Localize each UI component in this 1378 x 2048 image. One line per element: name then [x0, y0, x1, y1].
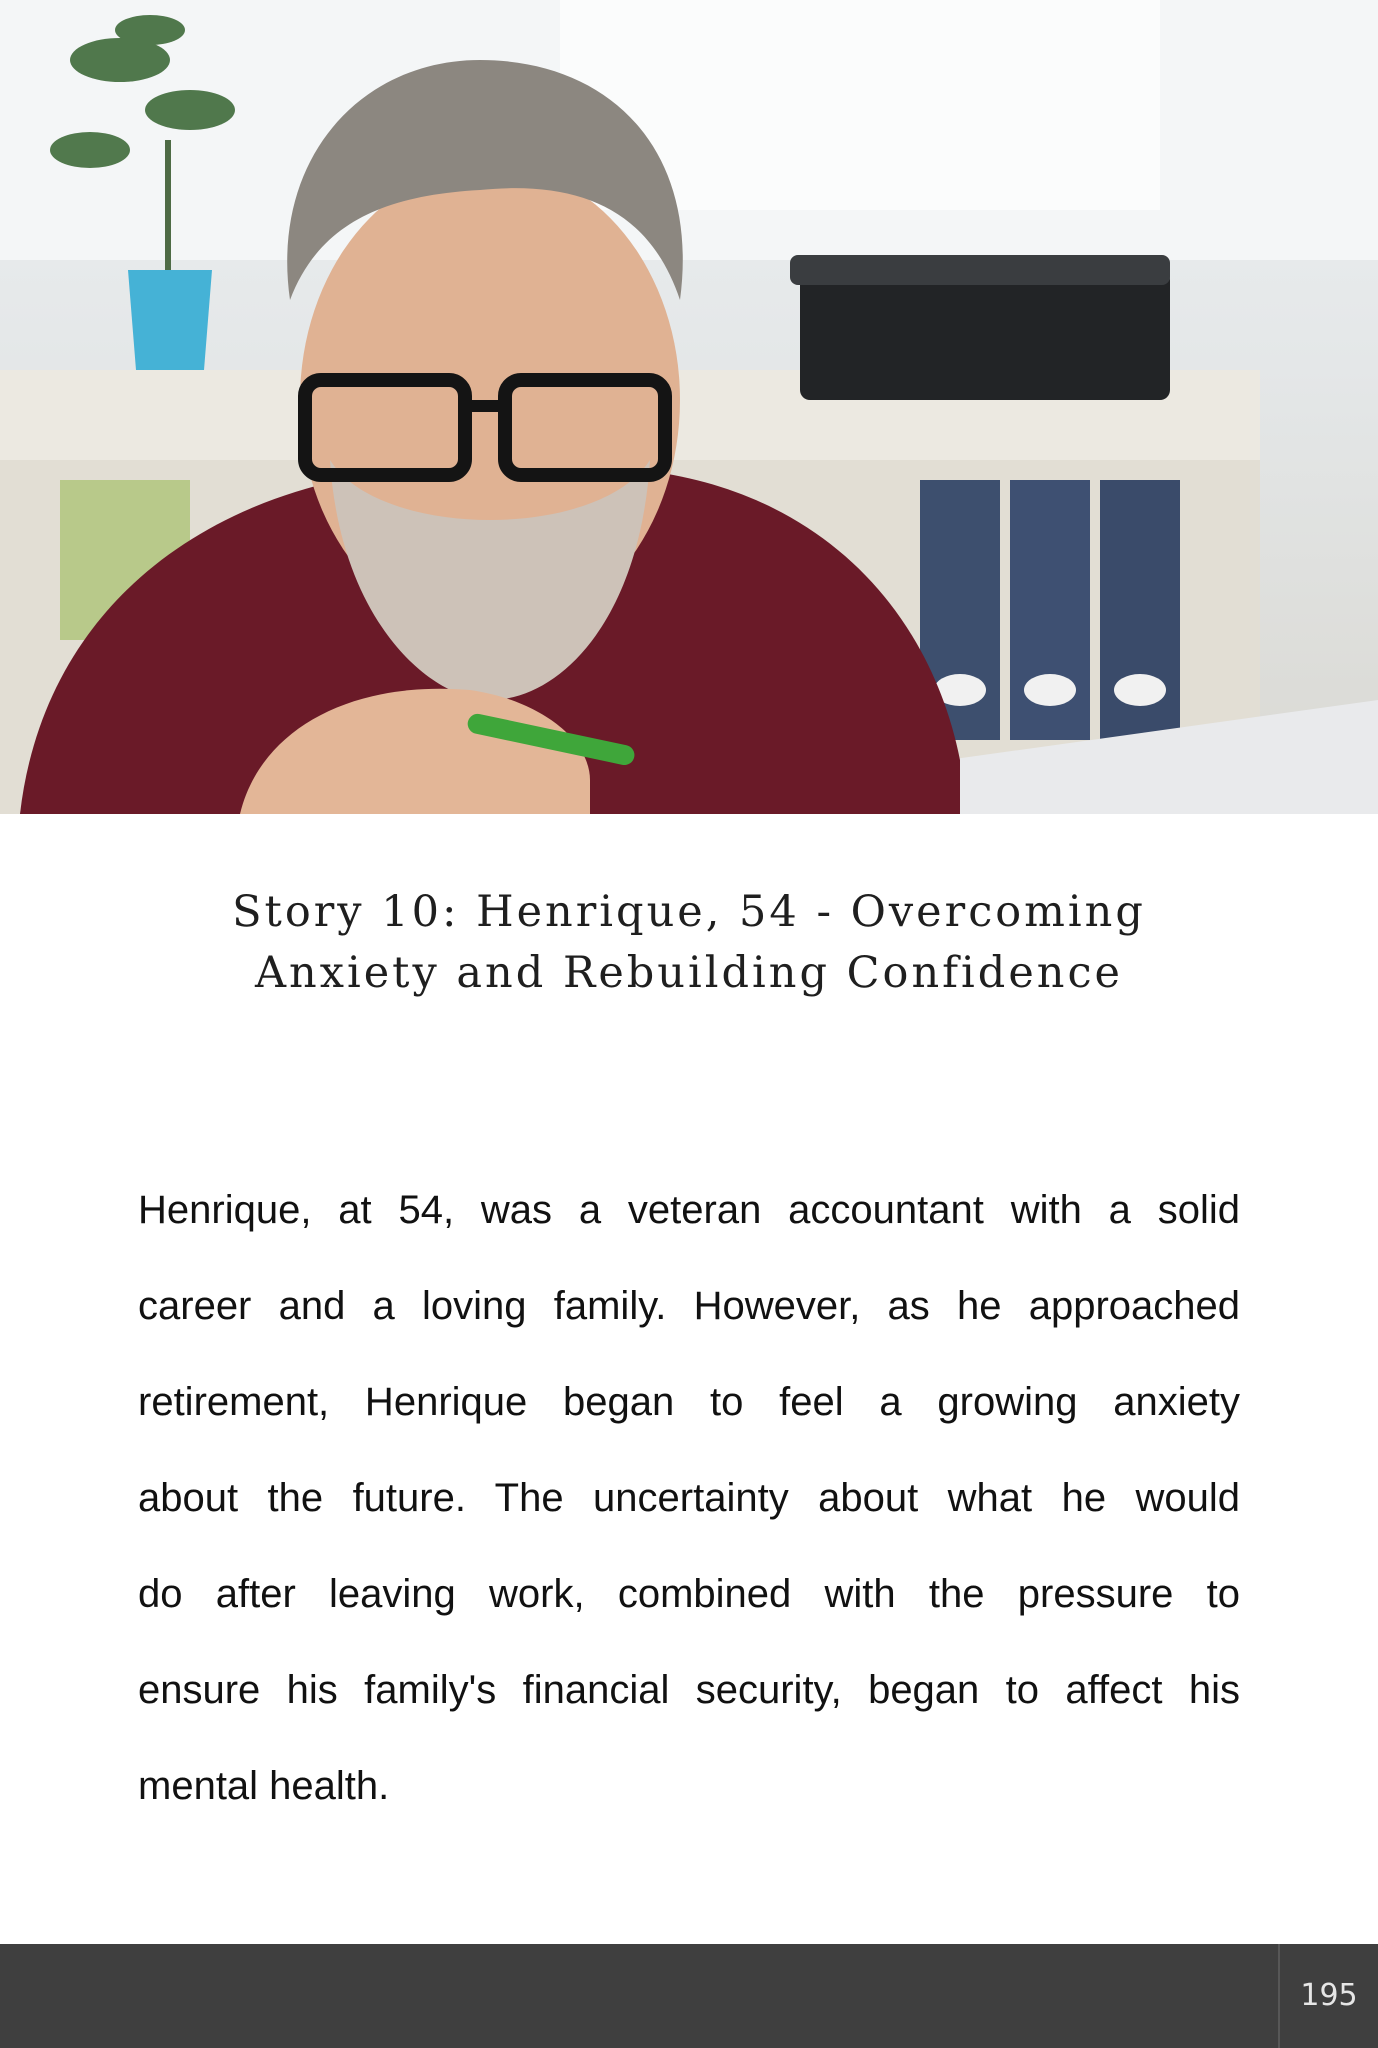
body-line: about the future. The uncertainty about what he would	[138, 1476, 1240, 1520]
body-line: career and a loving family. However, as he approached	[138, 1284, 1240, 1328]
body-line: retirement, Henrique began to feel a growing anxiety	[138, 1380, 1240, 1424]
page-footer	[0, 1944, 1378, 2048]
story-title	[0, 882, 1378, 1004]
story-body	[138, 1162, 1240, 1834]
body-line: Henrique, at 54, was a veteran accountant with a solid	[138, 1188, 1240, 1232]
body-line: ensure his family's financial security, began to affect his	[138, 1668, 1240, 1712]
page-number: 195	[1278, 1944, 1378, 2048]
body-line: mental health.	[138, 1764, 390, 1808]
body-line: do after leaving work, combined with the pressure to	[138, 1572, 1240, 1616]
story-title-line-2: Anxiety and Rebuilding Confidence	[254, 948, 1124, 998]
story-title-line-1: Story 10: Henrique, 54 - Overcoming	[232, 887, 1146, 937]
header-photo	[0, 0, 1378, 814]
